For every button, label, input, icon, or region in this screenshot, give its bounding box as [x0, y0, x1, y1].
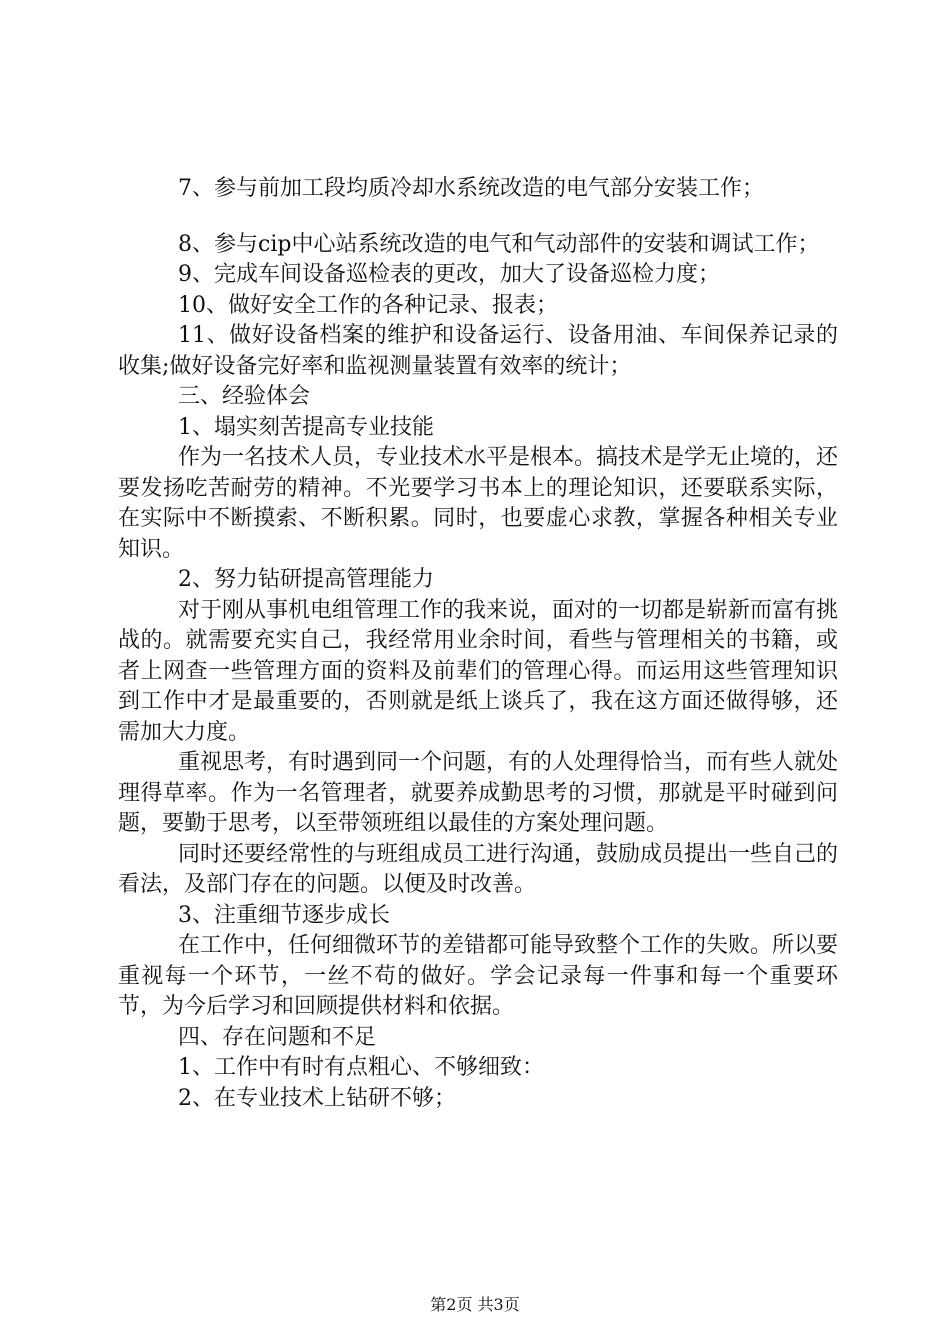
section-heading-experience: 三、经验体会	[178, 384, 311, 409]
issue-item-1: 1、工作中有时有点粗心、不够细致：	[178, 1055, 544, 1080]
paragraph-item-10: 10、做好安全工作的各种记录、报表；	[178, 292, 558, 318]
document-body	[118, 174, 838, 1114]
paragraph-item-7: 7、参与前加工段均质冷却水系统改造的电气部分安装工作；	[178, 176, 764, 201]
paragraph-item-8: 8、参与cip中心站系统改造的电气和气动部件的安装和调试工作；	[178, 231, 820, 257]
paragraph-item-9: 9、完成车间设备巡检表的更改，加大了设备巡检力度；	[178, 262, 720, 287]
section-heading-issues: 四、存在问题和不足	[178, 1024, 377, 1050]
subheading-details: 3、注重细节逐步成长	[178, 902, 390, 928]
page-number-footer: 第2页 共3页	[430, 1295, 520, 1314]
paragraph-management: 对于刚从事机电组管理工作的我来说，面对的一切都是崭新而富有挑战的。就需要充实自己，我经常用业余时间，看些与管理相关的书籍，或者上网查一些管理方面的资料及前辈们的管理心得。而运用这些管理知识到工作中才是最重要的，否则就是纸上谈兵了，我在这方面还做得够，还需加大力度。	[118, 597, 839, 745]
paragraph-thinking: 重视思考，有时遇到同一个问题，有的人处理得恰当，而有些人就处理得草率。作为一名管理者，就要养成勤思考的习惯，那就是平时碰到问题，要勤于思考，以至带领班组以最佳的方案处理问题。	[118, 750, 839, 836]
paragraph-details: 在工作中，任何细微环节的差错都可能导致整个工作的失败。所以要重视每一个环节，一丝不苟的做好。学会记录每一件事和每一个重要环节，为今后学习和回顾提供材料和依据。	[118, 933, 839, 1019]
paragraph-item-11: 11、做好设备档案的维护和设备运行、设备用油、车间保养记录的收集;做好设备完好率和监视测量装置有效率的统计；	[118, 323, 838, 379]
paragraph-skills: 作为一名技术人员，专业技术水平是根本。搞技术是学无止境的，还要发扬吃苦耐劳的精神。不光要学习书本上的理论知识，还要联系实际，在实际中不断摸索、不断积累。同时，也要虚心求教，掌握各种相关专业知识。	[118, 445, 839, 562]
issue-item-2: 2、在专业技术上钻研不够；	[178, 1085, 456, 1111]
paragraph-communication: 同时还要经常性的与班组成员工进行沟通，鼓励成员提出一些自己的看法，及部门存在的问题。以便及时改善。	[118, 841, 839, 897]
subheading-management: 2、努力钻研提高管理能力	[178, 567, 434, 592]
subheading-skills: 1、塌实刻苦提高专业技能	[178, 414, 434, 440]
